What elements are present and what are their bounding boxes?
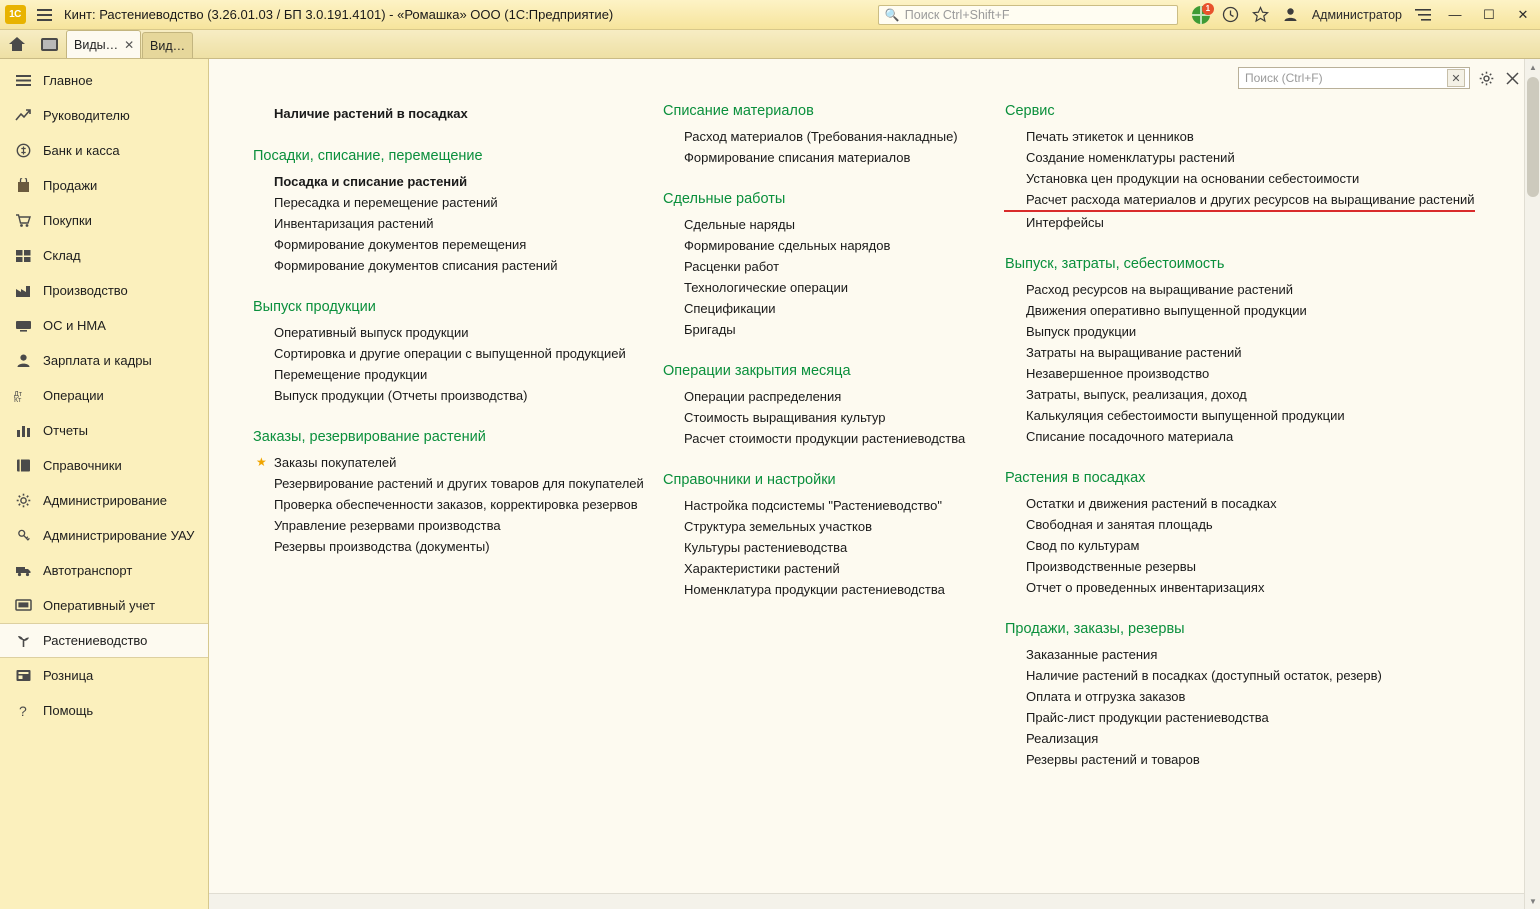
nav-link[interactable]: Настройка подсистемы "Растениеводство" <box>684 498 943 513</box>
sidebar-item-label: Склад <box>43 248 81 263</box>
sidebar-item-label: Производство <box>43 283 128 298</box>
sidebar-item-glavnoe[interactable] <box>0 63 208 98</box>
section-header-plantings-availability[interactable]: Наличие растений в посадках <box>274 106 468 121</box>
title-bar-right <box>878 0 1540 30</box>
nav-link[interactable]: Производственные резервы <box>1026 559 1197 574</box>
sidebar-item-sklad[interactable] <box>0 238 208 273</box>
nav-link[interactable]: Расход материалов (Требования-накладные) <box>684 129 958 144</box>
settings-button[interactable] <box>1476 68 1496 88</box>
nav-link[interactable]: Резервирование растений и других товаров для покупателей <box>274 476 644 491</box>
clear-search-button[interactable]: ✕ <box>1447 69 1465 87</box>
sidebar-item-label: Продажи <box>43 178 98 193</box>
nav-link[interactable]: Расценки работ <box>684 259 780 274</box>
group-piecework <box>662 191 1004 340</box>
nav-link[interactable]: Создание номенклатуры растений <box>1026 150 1235 165</box>
group-title: Сервис <box>1005 103 1055 119</box>
nav-link[interactable]: Реализация <box>1026 731 1099 746</box>
monitor-icon <box>12 596 34 616</box>
global-search-input[interactable] <box>878 5 1178 25</box>
nav-link[interactable]: Движения оперативно выпущенной продукции <box>1026 303 1307 318</box>
nav-link[interactable]: Стоимость выращивания культур <box>684 410 886 425</box>
sidebar-item-pomoshch[interactable] <box>0 693 208 728</box>
operations-icon <box>12 386 34 406</box>
sidebar-item-label: Администрирование УАУ <box>43 528 195 543</box>
group-title: Продажи, заказы, резервы <box>1005 621 1185 637</box>
svg-text:Дт: Дт <box>13 391 22 398</box>
nav-link-favorite[interactable]: ★ Заказы покупателей <box>252 452 662 473</box>
nav-link[interactable]: Управление резервами производства <box>274 518 501 533</box>
notification-count-badge: 1 <box>1202 3 1214 15</box>
nav-link[interactable]: Выпуск продукции <box>1026 324 1137 339</box>
nav-link[interactable]: Формирование документов списания растений <box>274 258 558 273</box>
search-icon: 🔍 <box>884 7 900 22</box>
panel-search-placeholder: Поиск (Ctrl+F) <box>1245 71 1323 85</box>
group-production-output <box>252 299 662 406</box>
sales-icon <box>12 176 34 196</box>
group-title: Посадки, списание, перемещение <box>253 148 483 164</box>
nav-link[interactable]: Формирование списания материалов <box>684 150 911 165</box>
nav-link[interactable]: Калькуляция себестоимости выпущенной продукции <box>1026 408 1345 423</box>
nav-link[interactable]: Отчет о проведенных инвентаризациях <box>1026 580 1265 595</box>
user-button[interactable] <box>1276 0 1306 30</box>
nav-link[interactable]: Номенклатура продукции растениеводства <box>684 582 945 597</box>
nav-link[interactable]: Свод по культурам <box>1026 538 1140 553</box>
nav-link[interactable]: Незавершенное производство <box>1026 366 1210 381</box>
group-sales-orders-reserves <box>1004 621 1524 770</box>
scroll-down-icon[interactable]: ▼ <box>1529 896 1537 906</box>
navigation-column-1 <box>252 103 662 893</box>
sidebar-item-label: Справочники <box>43 458 122 473</box>
sidebar-item-label: Оперативный учет <box>43 598 156 613</box>
scroll-up-icon[interactable]: ▲ <box>1529 62 1537 72</box>
reports-icon <box>12 421 34 441</box>
sidebar-item-label: Покупки <box>43 213 92 228</box>
sidebar-item-rastenievodstvo[interactable] <box>0 623 208 658</box>
navigation-column-3 <box>1004 103 1524 893</box>
navigation-panel <box>209 59 1540 909</box>
person-icon <box>12 351 34 371</box>
sidebar-item-roznica[interactable] <box>0 658 208 693</box>
nav-link[interactable]: Заказанные растения <box>1026 647 1158 662</box>
sidebar-item-operativnyj-uchet[interactable] <box>0 588 208 623</box>
nav-link[interactable]: Интерфейсы <box>1026 215 1104 230</box>
retail-icon <box>12 666 34 686</box>
sidebar-item-label: Руководителю <box>43 108 130 123</box>
navigation-columns <box>209 103 1524 893</box>
nav-link[interactable]: Структура земельных участков <box>684 519 872 534</box>
chart-up-icon <box>12 106 34 126</box>
nav-link[interactable]: Выпуск продукции (Отчеты производства) <box>274 388 528 403</box>
nav-link[interactable]: Свободная и занятая площадь <box>1026 517 1213 532</box>
group-service <box>1004 103 1524 233</box>
nav-link[interactable]: Инвентаризация растений <box>274 216 434 231</box>
sidebar-item-label: Растениеводство <box>43 633 148 648</box>
sidebar-item-administrirovanie[interactable] <box>0 483 208 518</box>
sidebar-item-avtotransport[interactable] <box>0 553 208 588</box>
sidebar-item-pokupki[interactable] <box>0 203 208 238</box>
tab-0[interactable] <box>66 30 141 58</box>
sidebar <box>0 59 209 909</box>
nav-link[interactable]: Наличие растений в посадках (доступный остаток, резерв) <box>1026 668 1382 683</box>
main-menu-lines-button[interactable] <box>1408 0 1438 30</box>
home-icon <box>12 71 34 91</box>
sidebar-item-label: Банк и касса <box>43 143 120 158</box>
history-button[interactable] <box>1216 0 1246 30</box>
nav-link[interactable]: Технологические операции <box>684 280 848 295</box>
group-materials-writeoff <box>662 103 1004 168</box>
nav-link[interactable]: Культуры растениеводства <box>684 540 848 555</box>
nav-link[interactable]: Затраты на выращивание растений <box>1026 345 1242 360</box>
svg-text:?: ? <box>18 703 27 718</box>
nav-link[interactable]: Оперативный выпуск продукции <box>274 325 469 340</box>
menu-lines-icon <box>1414 8 1432 22</box>
nav-link[interactable]: Прайс-лист продукции растениеводства <box>1026 710 1269 725</box>
group-title: Выпуск продукции <box>253 299 376 315</box>
sidebar-item-label: Зарплата и кадры <box>43 353 152 368</box>
sidebar-item-proizvodstvo[interactable] <box>0 273 208 308</box>
nav-link[interactable]: Затраты, выпуск, реализация, доход <box>1026 387 1247 402</box>
svg-text:Кт: Кт <box>13 397 21 403</box>
home-icon <box>9 37 25 51</box>
nav-link[interactable]: Резервы растений и товаров <box>1026 752 1200 767</box>
sidebar-item-zarplata-i-kadry[interactable] <box>0 343 208 378</box>
tab-label: Виды… <box>74 37 119 52</box>
nav-link[interactable]: Установка цен продукции на основании себестоимости <box>1026 171 1360 186</box>
nav-link[interactable]: Бригады <box>684 322 736 337</box>
sidebar-item-administrirovanie-uau[interactable] <box>0 518 208 553</box>
nav-link[interactable]: Характеристики растений <box>684 561 840 576</box>
cart-icon <box>12 211 34 231</box>
monitor-icon <box>41 38 58 51</box>
group-orders-reservation <box>252 429 662 557</box>
window-title: Кинт: Растениеводство (3.26.01.03 / БП 3.0.191.4101) - «Ромашка» ООО (1С:Предприятие) <box>64 7 614 22</box>
bank-icon <box>12 141 34 161</box>
group-title: Заказы, резервирование растений <box>253 429 486 445</box>
factory-icon <box>12 281 34 301</box>
desktop-tab-button[interactable] <box>33 30 66 58</box>
group-plantings <box>252 148 662 276</box>
current-user-label: Администратор <box>1311 7 1402 22</box>
sidebar-item-bank-i-kassa[interactable] <box>0 133 208 168</box>
window-body <box>0 59 1540 909</box>
nav-link[interactable]: Формирование сдельных нарядов <box>684 238 891 253</box>
nav-link[interactable]: Операции распределения <box>684 389 842 404</box>
nav-link[interactable]: Формирование документов перемещения <box>274 237 527 252</box>
tab-bar <box>0 30 1540 59</box>
title-bar <box>0 0 1540 30</box>
sidebar-item-label: Помощь <box>43 703 94 718</box>
content-area <box>209 59 1540 909</box>
nav-link[interactable]: Посадка и списание растений <box>274 174 468 189</box>
tab-close-icon[interactable]: ✕ <box>124 37 135 52</box>
nav-link[interactable]: Сдельные наряды <box>684 217 795 232</box>
group-title: Операции закрытия месяца <box>663 363 851 379</box>
group-output-costs <box>1004 256 1524 447</box>
tab-label: Вид… <box>150 38 186 53</box>
scroll-thumb[interactable] <box>1527 77 1539 197</box>
group-plants-in-plantings <box>1004 470 1524 598</box>
nav-link[interactable]: Расход ресурсов на выращивание растений <box>1026 282 1294 297</box>
group-month-close <box>662 363 1004 449</box>
plant-icon <box>12 631 34 651</box>
person-icon <box>1282 6 1299 23</box>
sidebar-item-rukovoditelyu[interactable] <box>0 98 208 133</box>
assets-icon <box>12 316 34 336</box>
group-title: Выпуск, затраты, себестоимость <box>1005 256 1225 272</box>
tab-1[interactable] <box>142 32 193 58</box>
nav-link[interactable]: Остатки и движения растений в посадках <box>1026 496 1277 511</box>
sidebar-item-os-i-nma[interactable] <box>0 308 208 343</box>
nav-link[interactable]: Резервы производства (документы) <box>274 539 490 554</box>
panel-search-input[interactable] <box>1238 67 1470 89</box>
minimize-button[interactable]: — <box>1448 7 1462 22</box>
gear-key-icon <box>12 526 34 546</box>
vertical-scrollbar[interactable] <box>1524 59 1540 909</box>
books-icon <box>12 456 34 476</box>
sidebar-item-label: Розница <box>43 668 94 683</box>
group-title: Сдельные работы <box>663 191 786 207</box>
sidebar-item-label: Главное <box>43 73 93 88</box>
sidebar-item-label: Отчеты <box>43 423 88 438</box>
sidebar-item-label: Операции <box>43 388 104 403</box>
nav-link[interactable]: Перемещение продукции <box>274 367 428 382</box>
home-tab-button[interactable] <box>0 30 33 58</box>
favorites-button[interactable] <box>1246 0 1276 30</box>
clock-icon <box>1222 6 1239 23</box>
nav-link[interactable]: Пересадка и перемещение растений <box>274 195 498 210</box>
nav-link[interactable]: Оплата и отгрузка заказов <box>1026 689 1186 704</box>
nav-link[interactable]: Сортировка и другие операции с выпущенной продукцией <box>274 346 626 361</box>
nav-link[interactable]: Спецификации <box>684 301 776 316</box>
sidebar-item-prodazhi[interactable] <box>0 168 208 203</box>
panel-command-bar <box>1238 67 1522 89</box>
close-panel-button[interactable] <box>1502 68 1522 88</box>
group-title: Растения в посадках <box>1005 470 1146 486</box>
warehouse-icon <box>12 246 34 266</box>
notifications-button[interactable] <box>1186 0 1216 30</box>
group-title: Справочники и настройки <box>663 472 836 488</box>
sidebar-item-label: Администрирование <box>43 493 167 508</box>
close-button[interactable]: ✕ <box>1517 6 1529 22</box>
maximize-button[interactable]: ☐ <box>1483 6 1495 22</box>
navigation-column-2 <box>662 103 1004 893</box>
group-title: Списание материалов <box>663 103 814 119</box>
nav-link[interactable]: Списание посадочного материала <box>1026 429 1234 444</box>
sidebar-item-label: Автотранспорт <box>43 563 133 578</box>
nav-link[interactable]: Расчет стоимости продукции растениеводства <box>684 431 966 446</box>
group-catalogs-settings <box>662 472 1004 600</box>
global-search-placeholder: Поиск Ctrl+Shift+F <box>904 7 1010 22</box>
sidebar-item-otchety[interactable] <box>0 413 208 448</box>
sidebar-item-spravochniki[interactable] <box>0 448 208 483</box>
nav-link[interactable]: Печать этикеток и ценников <box>1026 129 1194 144</box>
main-menu-button[interactable] <box>30 0 58 30</box>
gear-icon <box>12 491 34 511</box>
sidebar-item-operacii[interactable] <box>0 378 208 413</box>
help-icon <box>12 701 34 721</box>
app-logo-icon: 1С <box>0 0 30 30</box>
truck-icon <box>12 561 34 581</box>
nav-link[interactable]: Проверка обеспеченности заказов, корректировка резервов <box>274 497 638 512</box>
star-icon <box>1252 6 1269 23</box>
sidebar-item-label: ОС и НМА <box>43 318 106 333</box>
horizontal-scrollbar[interactable] <box>209 893 1524 909</box>
nav-link-highlighted[interactable]: Расчет расхода материалов и других ресурсов на выращивание растений <box>1004 189 1475 212</box>
